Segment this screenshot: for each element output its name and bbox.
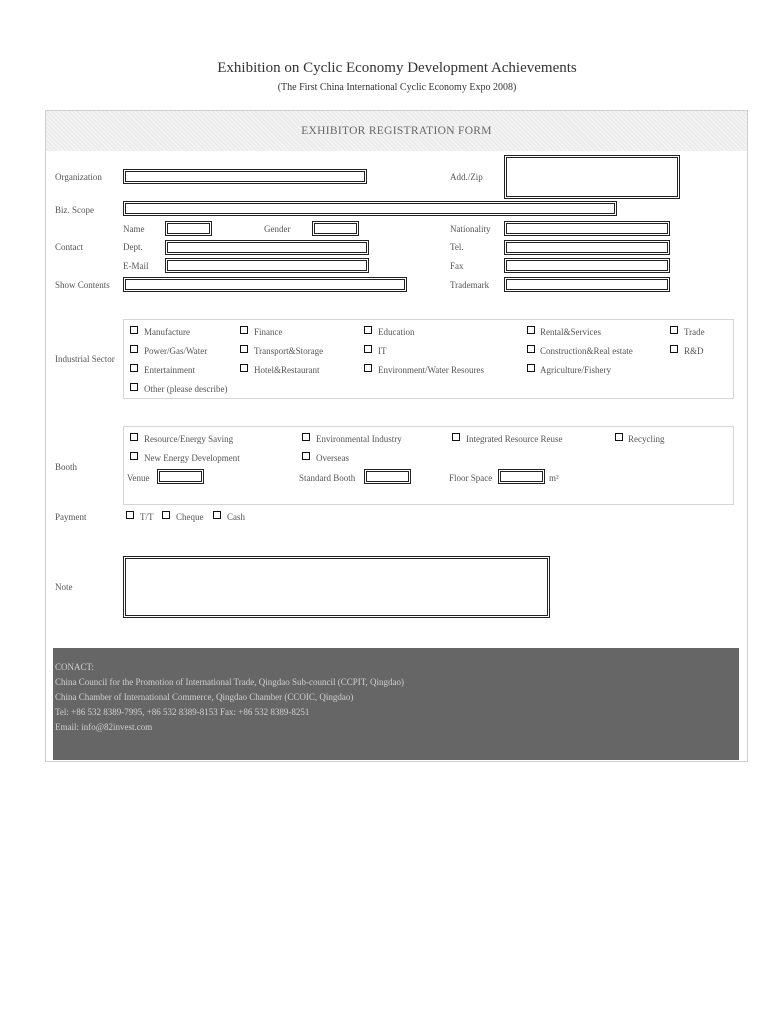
dept-label: Dept.: [123, 242, 143, 252]
booth-label: Booth: [55, 462, 78, 472]
show-contents-field[interactable]: [123, 277, 407, 292]
finance-checkbox[interactable]: [240, 326, 248, 334]
cash-label: Cash: [227, 512, 245, 522]
document-title: Exhibition on Cyclic Economy Development Achievements: [217, 60, 577, 76]
it-label: IT: [378, 346, 387, 356]
construction-real-estate-checkbox[interactable]: [527, 345, 535, 353]
integrated-resource-reuse-checkbox[interactable]: [452, 433, 460, 441]
education-checkbox[interactable]: [364, 326, 372, 334]
power-gas-water-checkbox[interactable]: [130, 345, 138, 353]
rental-services-checkbox[interactable]: [527, 326, 535, 334]
standard-booth-field[interactable]: [364, 469, 411, 484]
email-field[interactable]: [165, 258, 369, 273]
construction-real-estate-label: Construction&Real estate: [540, 346, 633, 356]
trade-checkbox[interactable]: [670, 326, 678, 334]
education-label: Education: [378, 327, 415, 337]
gender-field[interactable]: [312, 221, 359, 236]
entertainment-label: Entertainment: [144, 365, 195, 375]
agriculture-fishery-checkbox[interactable]: [527, 364, 535, 372]
dept-field[interactable]: [165, 240, 369, 255]
hotel-restaurant-checkbox[interactable]: [240, 364, 248, 372]
finance-label: Finance: [254, 327, 283, 337]
it-checkbox[interactable]: [364, 345, 372, 353]
rnd-label: R&D: [684, 346, 704, 356]
other-label: Other (please describe): [144, 384, 228, 394]
biz-scope-label: Biz. Scope: [55, 205, 94, 215]
show-contents-label: Show Contents: [55, 280, 110, 290]
transport-storage-checkbox[interactable]: [240, 345, 248, 353]
industrial-sector-label: Industrial Sector: [55, 354, 115, 364]
email-label: E-Mail: [123, 261, 149, 271]
new-energy-development-label: New Energy Development: [144, 453, 240, 463]
cash-checkbox[interactable]: [213, 511, 221, 519]
form-title-banner: EXHIBITOR REGISTRATION FORM: [46, 111, 747, 151]
cheque-checkbox[interactable]: [162, 511, 170, 519]
nationality-field[interactable]: [504, 221, 670, 236]
gender-label: Gender: [264, 224, 291, 234]
integrated-resource-reuse-label: Integrated Resource Reuse: [466, 434, 563, 444]
recycling-checkbox[interactable]: [615, 433, 623, 441]
trademark-label: Trademark: [450, 280, 490, 290]
tt-checkbox[interactable]: [126, 511, 134, 519]
overseas-label: Overseas: [316, 453, 349, 463]
fax-label: Fax: [450, 261, 464, 271]
tt-label: T/T: [140, 512, 154, 522]
biz-scope-field[interactable]: [123, 201, 617, 216]
contact-line-email: Email: info@82invest.com: [55, 722, 153, 732]
environment-water-label: Environment/Water Resoures: [378, 365, 484, 375]
rental-services-label: Rental&Services: [540, 327, 601, 337]
hotel-restaurant-label: Hotel&Restaurant: [254, 365, 320, 375]
contact-heading: CONACT:: [55, 662, 95, 672]
add-zip-field[interactable]: [504, 155, 680, 199]
name-label: Name: [123, 224, 145, 234]
agriculture-fishery-label: Agriculture/Fishery: [540, 365, 611, 375]
resource-energy-saving-checkbox[interactable]: [130, 433, 138, 441]
floor-space-field[interactable]: [498, 469, 545, 484]
entertainment-checkbox[interactable]: [130, 364, 138, 372]
resource-energy-saving-label: Resource/Energy Saving: [144, 434, 234, 444]
tel-label: Tel.: [450, 242, 464, 252]
overseas-checkbox[interactable]: [302, 452, 310, 460]
contact-line-ccoic: China Chamber of International Commerce, Qingdao Chamber (CCOIC, Qingdao): [55, 692, 354, 702]
nationality-label: Nationality: [450, 224, 491, 234]
document-subtitle: (The First China International Cyclic Economy Expo 2008): [277, 82, 517, 93]
environmental-industry-label: Environmental Industry: [316, 434, 402, 444]
standard-booth-label: Standard Booth: [299, 473, 356, 483]
environmental-industry-checkbox[interactable]: [302, 433, 310, 441]
environment-water-checkbox[interactable]: [364, 364, 372, 372]
organization-field[interactable]: [123, 169, 367, 184]
contact-line-phone: Tel: +86 532 8389-7995, +86 532 8389-8153 Fax: +86 532 8389-8251: [55, 707, 310, 717]
name-field[interactable]: [165, 221, 212, 236]
floor-space-label: Floor Space: [449, 473, 493, 483]
new-energy-development-checkbox[interactable]: [130, 452, 138, 460]
manufacture-label: Manufacture: [144, 327, 190, 337]
cheque-label: Cheque: [176, 512, 204, 522]
trade-label: Trade: [684, 327, 705, 337]
floor-space-unit: m²: [549, 473, 559, 483]
note-field[interactable]: [123, 556, 550, 618]
venue-label: Venue: [127, 473, 150, 483]
other-checkbox[interactable]: [130, 383, 138, 391]
fax-field[interactable]: [504, 258, 670, 273]
tel-field[interactable]: [504, 240, 670, 255]
payment-label: Payment: [55, 512, 87, 522]
venue-field[interactable]: [157, 469, 204, 484]
transport-storage-label: Transport&Storage: [254, 346, 324, 356]
power-gas-water-label: Power/Gas/Water: [144, 346, 208, 356]
contact-label: Contact: [55, 242, 83, 252]
rnd-checkbox[interactable]: [670, 345, 678, 353]
note-label: Note: [55, 582, 73, 592]
recycling-label: Recycling: [628, 434, 665, 444]
contact-info-block: [53, 648, 739, 760]
contact-line-ccpit: China Council for the Promotion of International Trade, Qingdao Sub-council (CCPIT, Qingdao): [55, 677, 405, 687]
organization-label: Organization: [55, 172, 102, 182]
add-zip-label: Add./Zip: [450, 172, 483, 182]
manufacture-checkbox[interactable]: [130, 326, 138, 334]
trademark-field[interactable]: [504, 277, 670, 292]
